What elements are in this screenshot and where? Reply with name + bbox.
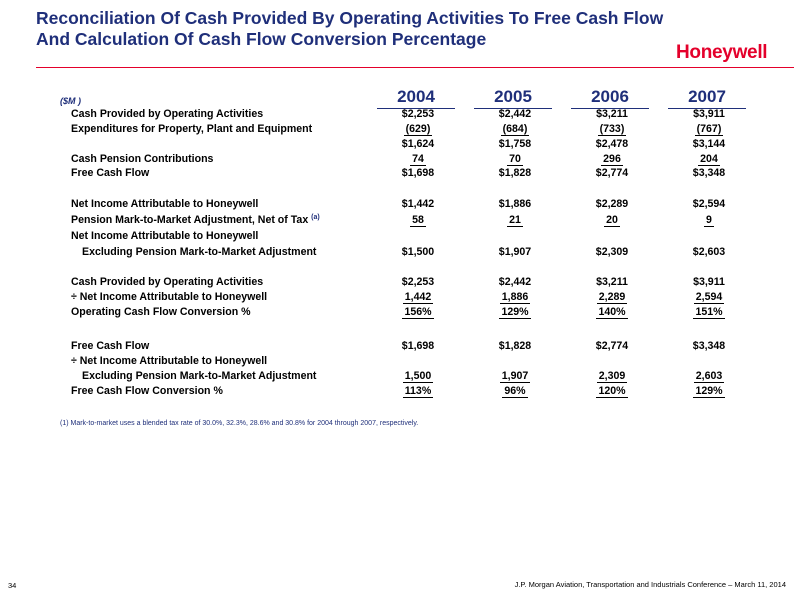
row-label: Net Income Attributable to Honeywell [71, 198, 259, 210]
cell-2007: $2,594 [692, 198, 726, 210]
cell-2007: $2,603 [692, 246, 726, 258]
table-row [0, 198, 800, 213]
cell-2005: (684) [502, 123, 528, 135]
cell-2007: $3,144 [692, 138, 726, 150]
cell-2007: 2,603 [695, 370, 723, 382]
cell-2007: $3,911 [693, 276, 725, 288]
cell-2006: $2,774 [595, 167, 629, 179]
footnote: (1) Mark-to-market uses a blended tax rate of 30.0%, 32.3%, 28.6% and 30.8% for 2004 through 2007, respectively. [60, 420, 419, 427]
cell-2007: $3,911 [693, 108, 725, 120]
cell-2006: 2,289 [598, 291, 626, 303]
cell-2007: (767) [696, 123, 722, 135]
cell-2006: $3,211 [596, 276, 628, 288]
cell-2004: 1,442 [404, 291, 432, 303]
cell-2006: $2,478 [595, 138, 629, 150]
cell-2007: 2,594 [695, 291, 723, 303]
cell-2004: $2,253 [401, 276, 435, 288]
table-row [0, 167, 800, 182]
year-header-2004: 2004 [377, 87, 455, 109]
cell-2005: 1,907 [501, 370, 529, 382]
cell-2007: 129% [695, 385, 723, 397]
title-line-1: Reconciliation Of Cash Provided By Operating Activities To Free Cash Flow [36, 8, 664, 28]
cell-2004: 156% [404, 306, 432, 318]
cell-2006: $3,211 [596, 108, 628, 120]
row-label: ÷ Net Income Attributable to Honeywell [71, 291, 268, 303]
cell-2005: $1,907 [498, 246, 532, 258]
footnote-marker: (a) [311, 214, 320, 221]
cell-2004: $1,624 [401, 138, 435, 150]
cell-2005: $1,758 [498, 138, 532, 150]
row-label: Net Income Attributable to Honeywell [71, 230, 259, 242]
cell-2004: $1,500 [401, 246, 435, 258]
cell-2004: $2,253 [401, 108, 435, 120]
table-row [0, 355, 800, 370]
table-row [0, 385, 800, 400]
table-row [0, 138, 800, 153]
header-divider [36, 67, 794, 68]
cell-2004: (629) [405, 123, 431, 135]
cell-2006: 2,309 [598, 370, 626, 382]
cell-2005: $1,886 [498, 198, 532, 210]
table-row [0, 306, 800, 321]
cell-2006: 140% [598, 306, 626, 318]
honeywell-logo: Honeywell [676, 42, 768, 63]
row-label: Free Cash Flow [71, 340, 150, 352]
row-label-text: Pension Mark-to-Market Adjustment, Net of Tax [71, 214, 309, 226]
cell-2005: 1,886 [501, 291, 529, 303]
cell-2006: 296 [603, 153, 621, 165]
row-label: Free Cash Flow Conversion % [71, 385, 223, 397]
table-row [0, 340, 800, 355]
page-title [36, 8, 676, 50]
table-row [0, 230, 800, 245]
cell-2007: 151% [695, 306, 723, 318]
table-row [0, 153, 800, 168]
table-row [0, 108, 800, 123]
table-row [0, 291, 800, 306]
page-number: 34 [8, 581, 17, 590]
cell-2004: 58 [412, 214, 424, 226]
row-label [71, 214, 320, 226]
cell-2005: 129% [501, 306, 529, 318]
title-line-2: And Calculation Of Cash Flow Conversion Percentage [36, 29, 487, 49]
cell-2005: 21 [509, 214, 521, 226]
year-header-2005: 2005 [474, 87, 552, 109]
cell-2007: $3,348 [692, 340, 726, 352]
table-row [0, 246, 800, 261]
cell-2005: $2,442 [498, 108, 532, 120]
table-row [0, 123, 800, 138]
cell-2004: $1,698 [401, 167, 435, 179]
cell-2007: 204 [700, 153, 718, 165]
cell-2004: $1,442 [401, 198, 435, 210]
table-row [0, 214, 800, 229]
cell-2005: 70 [509, 153, 521, 165]
cell-2005: $1,828 [498, 167, 532, 179]
cell-2006: $2,289 [595, 198, 629, 210]
cell-2006: $2,774 [595, 340, 629, 352]
row-label: Free Cash Flow [71, 167, 150, 179]
cell-2006: $2,309 [595, 246, 629, 258]
cell-2005: $1,828 [498, 340, 532, 352]
cell-2007: 9 [706, 214, 712, 226]
row-label: Excluding Pension Mark-to-Market Adjustment [82, 370, 317, 382]
year-header-2006: 2006 [571, 87, 649, 109]
cell-2006: (733) [599, 123, 625, 135]
cell-2004: 113% [404, 385, 432, 397]
units-label: ($M ) [60, 96, 81, 106]
cell-2006: 20 [606, 214, 618, 226]
cell-2004: $1,698 [401, 340, 435, 352]
cell-2005: $2,442 [498, 276, 532, 288]
cell-2006: 120% [598, 385, 626, 397]
row-label: Cash Pension Contributions [71, 153, 214, 165]
conference-footer: J.P. Morgan Aviation, Transportation and Industrials Conference – March 11, 2014 [514, 580, 786, 589]
table-row [0, 276, 800, 291]
row-label: Excluding Pension Mark-to-Market Adjustment [82, 246, 317, 258]
table-row [0, 370, 800, 385]
row-label: Operating Cash Flow Conversion % [71, 306, 251, 318]
cell-2004: 1,500 [404, 370, 432, 382]
row-label: Expenditures for Property, Plant and Equipment [71, 123, 313, 135]
row-label: Cash Provided by Operating Activities [71, 276, 264, 288]
year-header-2007: 2007 [668, 87, 746, 109]
row-label: ÷ Net Income Attributable to Honeywell [71, 355, 268, 367]
row-label: Cash Provided by Operating Activities [71, 108, 264, 120]
cell-2004: 74 [412, 153, 424, 165]
cell-2005: 96% [504, 385, 526, 397]
cell-2007: $3,348 [692, 167, 726, 179]
